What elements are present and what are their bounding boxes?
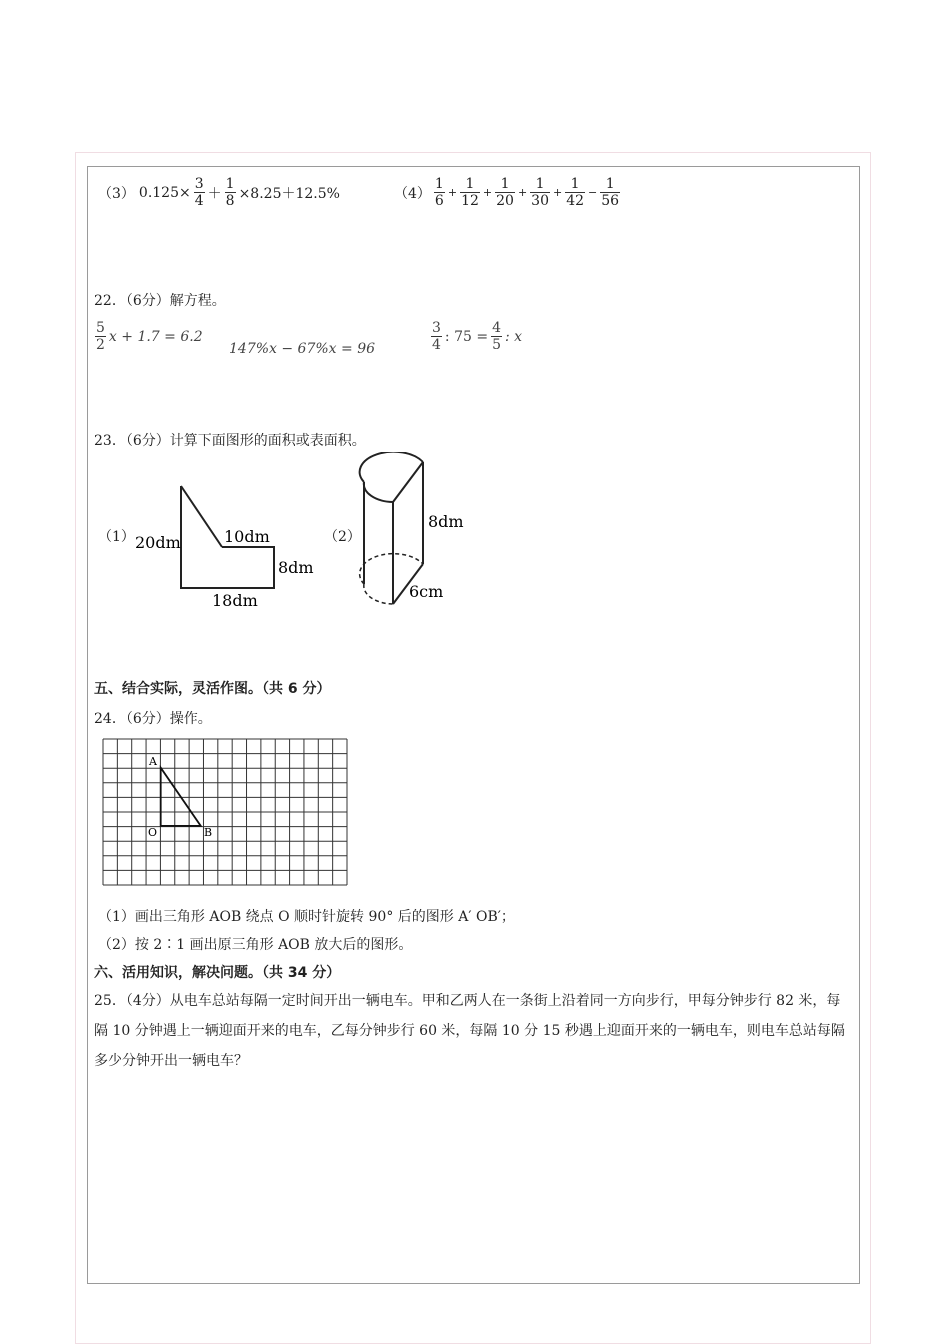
q21-p4-frac-4: $\frac{1}{30}$ <box>531 176 549 209</box>
q21-p3-b: ×8.25＋12.5% <box>238 185 340 202</box>
q21-p4-frac-6: $\frac{1}{56}$ <box>601 176 620 209</box>
q24-grid <box>102 738 350 886</box>
q22-eq2: 147%x − 67%x = 96 <box>229 341 376 357</box>
q23-title: 23．（6分）计算下面图形的面积或表面积。 <box>94 433 366 449</box>
figure1-step-label: 10dm <box>224 527 270 546</box>
figure1-slant-edge <box>181 486 222 547</box>
figure1-left-label: 20dm <box>135 533 181 552</box>
q22-eq1 <box>94 320 205 353</box>
q24-title: 24．（6分）操作。 <box>94 711 212 727</box>
point-o-label: O <box>148 826 158 839</box>
q23-fig2-label: （2） <box>324 529 361 545</box>
q23-figure1 <box>130 478 320 613</box>
figure1-right-label: 8dm <box>278 558 314 577</box>
q21-p3-plus: ＋ <box>207 185 222 202</box>
q22-eq3-end: : x <box>505 328 523 345</box>
q24-task1: （1）画出三角形 AOB 绕点 O 顺时针旋转 90° 后的图形 A′ OB′； <box>98 909 515 925</box>
q21-p4-frac-5: $\frac{1}{42}$ <box>566 176 585 209</box>
cylinder-top-cut <box>393 462 423 502</box>
q23-figure2 <box>350 452 480 612</box>
q22-eq1-rest: x + 1.7 = 6.2 <box>108 328 203 345</box>
cylinder-top-arc-front <box>364 482 393 502</box>
q21-part4 <box>392 176 621 209</box>
q22-title: 22．（6分）解方程。 <box>94 293 226 309</box>
q23-fig1-label: （1） <box>98 529 135 545</box>
figure2-height-label: 8dm <box>428 512 464 531</box>
q22-eq3 <box>430 320 524 353</box>
q21-p3-frac2: $\frac{1}{8}$ <box>225 176 235 209</box>
section5-title: 五、结合实际，灵活作图。（共 6 分） <box>94 681 331 697</box>
q21-p4-op-3: + <box>517 186 528 199</box>
q21-p4-op-2: + <box>482 186 493 199</box>
section6-title: 六、活用知识，解决问题。（共 34 分） <box>94 965 341 981</box>
q21-p4-frac-1: $\frac{1}{6}$ <box>434 176 444 209</box>
q21-p3-a: 0.125× <box>138 184 191 201</box>
q21-p4-op-5: − <box>588 186 598 199</box>
q22-eq3-mid: : 75 = <box>444 328 489 345</box>
cylinder-top-arc <box>360 452 423 482</box>
q21-p4-op-1: + <box>447 186 458 199</box>
q24-task2: （2）按 2∶1 画出原三角形 AOB 放大后的图形。 <box>98 937 413 953</box>
point-a-label: A <box>149 755 157 768</box>
figure1-bottom-label: 18dm <box>212 591 258 610</box>
cylinder-bottom-front-arc <box>364 584 393 604</box>
triangle-aob <box>161 768 201 826</box>
grid-lines <box>103 739 347 885</box>
point-b-label: B <box>204 826 213 839</box>
q21-part3 <box>96 176 342 209</box>
q21-p4-frac-3: $\frac{1}{20}$ <box>496 176 514 209</box>
q22-eq3-frac1: $\frac{3}{4}$ <box>432 320 441 353</box>
q21-p4-terms <box>433 176 621 209</box>
figure2-radius-label: 6cm <box>409 582 444 601</box>
q21-p3-label: （3） <box>98 185 135 202</box>
q21-p4-label: （4） <box>394 185 431 202</box>
q22-eq3-frac2: $\frac{4}{5}$ <box>492 320 502 353</box>
q21-p3-frac1: $\frac{3}{4}$ <box>194 176 204 209</box>
q25-text: 25．（4分）从电车总站每隔一定时间开出一辆电车。甲和乙两人在一条街上沿着同一方向步行，甲每分钟步行 82 米，每隔 10 分钟遇上一辆迎面开来的电车，乙每分钟步行 60 米，每隔 10 分 15 秒遇上迎面开来的一辆电车，则电车总站每隔多少分钟开出一辆电车？ <box>94 993 845 1069</box>
q22-eq1-frac: $\frac{5}{2}$ <box>96 320 105 353</box>
q21-p4-op-4: + <box>552 186 563 199</box>
q21-p4-frac-2: $\frac{1}{12}$ <box>461 176 479 209</box>
cylinder-bottom-hidden-arc <box>360 554 423 584</box>
